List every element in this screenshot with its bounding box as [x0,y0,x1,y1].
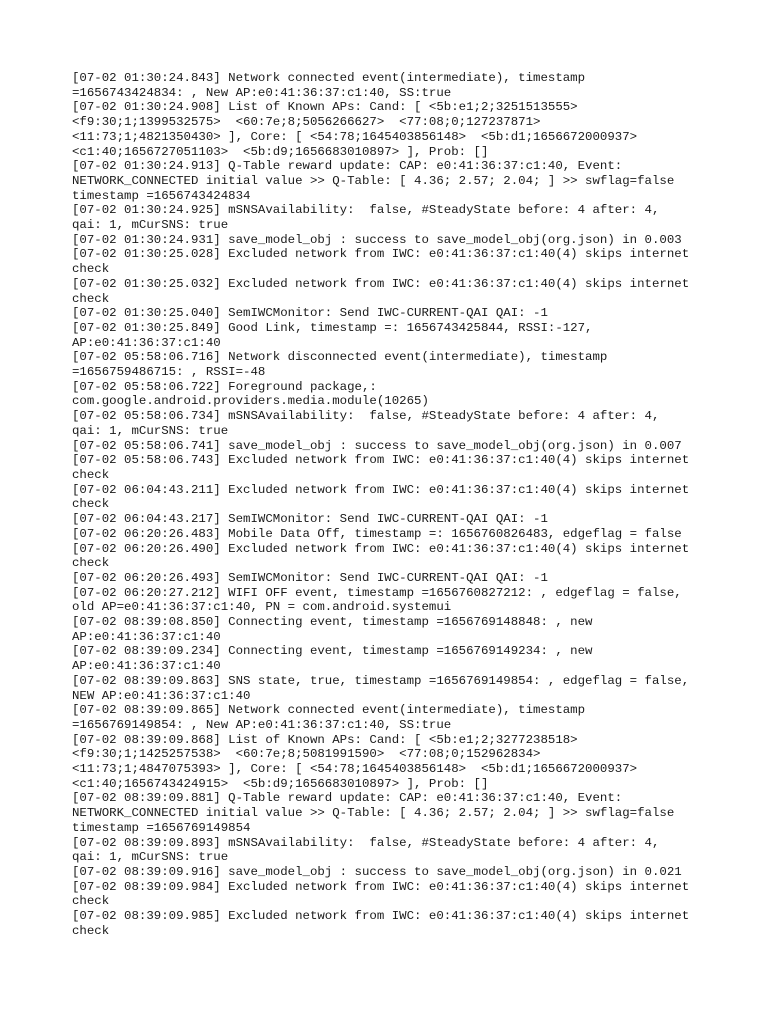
log-line: com.google.android.providers.media.module(10265) [72,394,429,409]
log-line: [07-02 08:39:09.893] mSNSAvailability: false, #SteadyState before: 4 after: 4, [72,835,660,850]
log-line: [07-02 01:30:24.913] Q-Table reward update: CAP: e0:41:36:37:c1:40, Event: [72,159,623,174]
log-line: [07-02 01:30:25.032] Excluded network from IWC: e0:41:36:37:c1:40(4) skips internet [72,276,690,291]
log-line: [07-02 05:58:06.716] Network disconnected event(intermediate), timestamp [72,350,608,365]
log-line: check [72,467,110,482]
log-line: [07-02 01:30:24.843] Network connected event(intermediate), timestamp [72,71,586,85]
log-line: [07-02 06:20:26.483] Mobile Data Off, timestamp =: 1656760826483, edgeflag = false [72,526,682,541]
log-line: [07-02 01:30:25.849] Good Link, timestamp =: 1656743425844, RSSI:-127, [72,320,593,335]
log-line: AP:e0:41:36:37:c1:40 [72,659,221,674]
log-text-block [72,71,702,938]
log-line: [07-02 01:30:24.931] save_model_obj : success to save_model_obj(org.json) in 0.003 [72,232,682,247]
log-line: check [72,291,110,306]
log-line: check [72,497,110,512]
log-line: [07-02 01:30:25.040] SemIWCMonitor: Send IWC-CURRENT-QAI QAI: -1 [72,306,548,321]
log-line: check [72,923,110,938]
log-line: [07-02 05:58:06.741] save_model_obj : success to save_model_obj(org.json) in 0.007 [72,438,682,453]
log-line: NETWORK_CONNECTED initial value >> Q-Table: [ 4.36; 2.57; 2.04; ] >> swflag=false [72,806,675,821]
log-line: <f9:30;1;1399532575> <60:7e;8;5056266627> <77:08;0;127237871> [72,115,541,130]
log-line: <11:73;1;4847075393> ], Core: [ <54:78;1645403856148> <5b:d1;1656672000937> [72,762,638,777]
log-line: AP:e0:41:36:37:c1:40 [72,629,221,644]
log-line: qai: 1, mCurSNS: true [72,850,229,865]
log-line: old AP=e0:41:36:37:c1:40, PN = com.android.systemui [72,600,452,615]
log-line: qai: 1, mCurSNS: true [72,423,229,438]
log-line: <f9:30;1;1425257538> <60:7e;8;5081991590> <77:08;0;152962834> [72,747,541,762]
log-line: [07-02 05:58:06.734] mSNSAvailability: false, #SteadyState before: 4 after: 4, [72,409,660,424]
log-line: timestamp =1656743424834 [72,188,251,203]
log-line: [07-02 08:39:08.850] Connecting event, timestamp =1656769148848: , new [72,615,593,630]
log-line: check [72,262,110,277]
log-line: <11:73;1;4821350430> ], Core: [ <54:78;1645403856148> <5b:d1;1656672000937> [72,129,638,144]
log-line: [07-02 06:04:43.211] Excluded network from IWC: e0:41:36:37:c1:40(4) skips internet [72,482,690,497]
log-line: [07-02 08:39:09.985] Excluded network from IWC: e0:41:36:37:c1:40(4) skips internet [72,909,690,924]
log-line: =1656759486715: , RSSI=-48 [72,365,266,380]
log-line: [07-02 01:30:24.908] List of Known APs: Cand: [ <5b:e1;2;3251513555> [72,100,578,115]
log-line: NETWORK_CONNECTED initial value >> Q-Table: [ 4.36; 2.57; 2.04; ] >> swflag=false [72,173,675,188]
log-line: [07-02 01:30:25.028] Excluded network from IWC: e0:41:36:37:c1:40(4) skips internet [72,247,690,262]
log-line: [07-02 08:39:09.881] Q-Table reward update: CAP: e0:41:36:37:c1:40, Event: [72,791,623,806]
log-line: <c1:40;1656727051103> <5b:d9;1656683010897> ], Prob: [] [72,144,489,159]
log-line: [07-02 08:39:09.984] Excluded network from IWC: e0:41:36:37:c1:40(4) skips internet [72,879,690,894]
log-line: check [72,556,110,571]
log-line: <c1:40;1656743424915> <5b:d9;1656683010897> ], Prob: [] [72,776,489,791]
log-line: [07-02 08:39:09.916] save_model_obj : success to save_model_obj(org.json) in 0.021 [72,864,682,879]
log-line: timestamp =1656769149854 [72,820,251,835]
log-line: [07-02 01:30:24.925] mSNSAvailability: false, #SteadyState before: 4 after: 4, [72,203,660,218]
log-line: [07-02 08:39:09.234] Connecting event, timestamp =1656769149234: , new [72,644,593,659]
log-line: qai: 1, mCurSNS: true [72,218,229,233]
log-line: [07-02 05:58:06.722] Foreground package,: [72,379,377,394]
log-line: [07-02 08:39:09.868] List of Known APs: Cand: [ <5b:e1;2;3277238518> [72,732,578,747]
log-line: NEW AP:e0:41:36:37:c1:40 [72,688,251,703]
log-line: [07-02 06:20:26.493] SemIWCMonitor: Send IWC-CURRENT-QAI QAI: -1 [72,570,548,585]
log-line: check [72,894,110,909]
log-line: [07-02 06:20:27.212] WIFI OFF event, timestamp =1656760827212: , edgeflag = false, [72,585,682,600]
log-line: =1656743424834: , New AP:e0:41:36:37:c1:40, SS:true [72,85,452,100]
log-line: =1656769149854: , New AP:e0:41:36:37:c1:40, SS:true [72,717,452,732]
log-line: [07-02 05:58:06.743] Excluded network from IWC: e0:41:36:37:c1:40(4) skips internet [72,453,690,468]
log-line: [07-02 08:39:09.863] SNS state, true, timestamp =1656769149854: , edgeflag = false, [72,673,690,688]
log-line: [07-02 06:04:43.217] SemIWCMonitor: Send IWC-CURRENT-QAI QAI: -1 [72,512,548,527]
log-line: [07-02 08:39:09.865] Network connected event(intermediate), timestamp [72,703,586,718]
log-line: [07-02 06:20:26.490] Excluded network from IWC: e0:41:36:37:c1:40(4) skips internet [72,541,690,556]
log-line: AP:e0:41:36:37:c1:40 [72,335,221,350]
